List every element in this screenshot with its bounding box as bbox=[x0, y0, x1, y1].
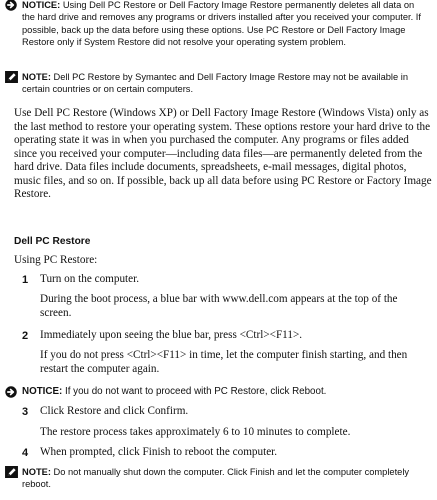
note-bottom bbox=[22, 466, 424, 491]
note-top-label: NOTE: bbox=[22, 72, 51, 82]
step-number: 4 bbox=[22, 447, 29, 459]
note-pencil-icon bbox=[5, 71, 18, 83]
note-bottom-label: NOTE: bbox=[22, 467, 51, 477]
step-detail: The restore process takes approximately 6 to 10 minutes to complete. bbox=[40, 426, 351, 438]
note-top-text: Dell PC Restore by Symantec and Dell Factory Image Restore may not be available in certain countries or on certain computers. bbox=[22, 72, 408, 95]
notice-arrow-icon bbox=[5, 386, 18, 398]
step-text: Click Restore and click Confirm. bbox=[40, 405, 189, 417]
notice-arrow-icon bbox=[5, 0, 18, 11]
notice-top-text: Using Dell PC Restore or Dell Factory Image Restore permanently deletes all data on the hard drive and removes any programs or drivers installed after you received your computer. If possible, back up the data before using these options. Use PC Restore or Dell Factory Image Restore only if System Restore did not resolve your operating system problem. bbox=[22, 0, 421, 47]
step-detail: During the boot process, a blue bar with www.dell.com appears at the top of the screen. bbox=[40, 293, 398, 319]
notice-mid-label: NOTICE: bbox=[22, 386, 63, 397]
step-text: Immediately upon seeing the blue bar, press <Ctrl><F11>. bbox=[40, 329, 303, 341]
step-number: 2 bbox=[22, 330, 29, 342]
note-top bbox=[22, 71, 424, 96]
using-line: Using PC Restore: bbox=[14, 254, 98, 266]
notice-mid-text: If you do not want to proceed with PC Restore, click Reboot. bbox=[65, 386, 327, 397]
step-number: 3 bbox=[22, 406, 29, 418]
note-pencil-icon bbox=[5, 466, 18, 478]
section-heading: Dell PC Restore bbox=[14, 236, 91, 247]
step-number: 1 bbox=[22, 274, 29, 286]
step-detail: If you do not press <Ctrl><F11> in time, let the computer finish starting, and then restart the computer again. bbox=[40, 349, 408, 375]
notice-top bbox=[22, 0, 424, 48]
step-text: When prompted, click Finish to reboot the computer. bbox=[40, 446, 278, 458]
notice-mid bbox=[22, 386, 424, 398]
intro-paragraph: Use Dell PC Restore (Windows XP) or Dell Factory Image Restore (Windows Vista) only as the last method to restore your operating system. These options restore your hard drive to the operating state it was in when you purchased the computer. Any programs or files added since you received your computer—including data files—are permanently deleted from the hard drive. Data files include documents, spreadsheets, e-mail messages, digital photos, music files, and so on. If possible, back up all data before using PC Restore or Factory Image Restore. bbox=[14, 107, 432, 200]
step-text: Turn on the computer. bbox=[40, 273, 140, 285]
note-bottom-text: Do not manually shut down the computer. Click Finish and let the computer completely reboot. bbox=[22, 467, 410, 490]
notice-top-label: NOTICE: bbox=[22, 0, 61, 10]
